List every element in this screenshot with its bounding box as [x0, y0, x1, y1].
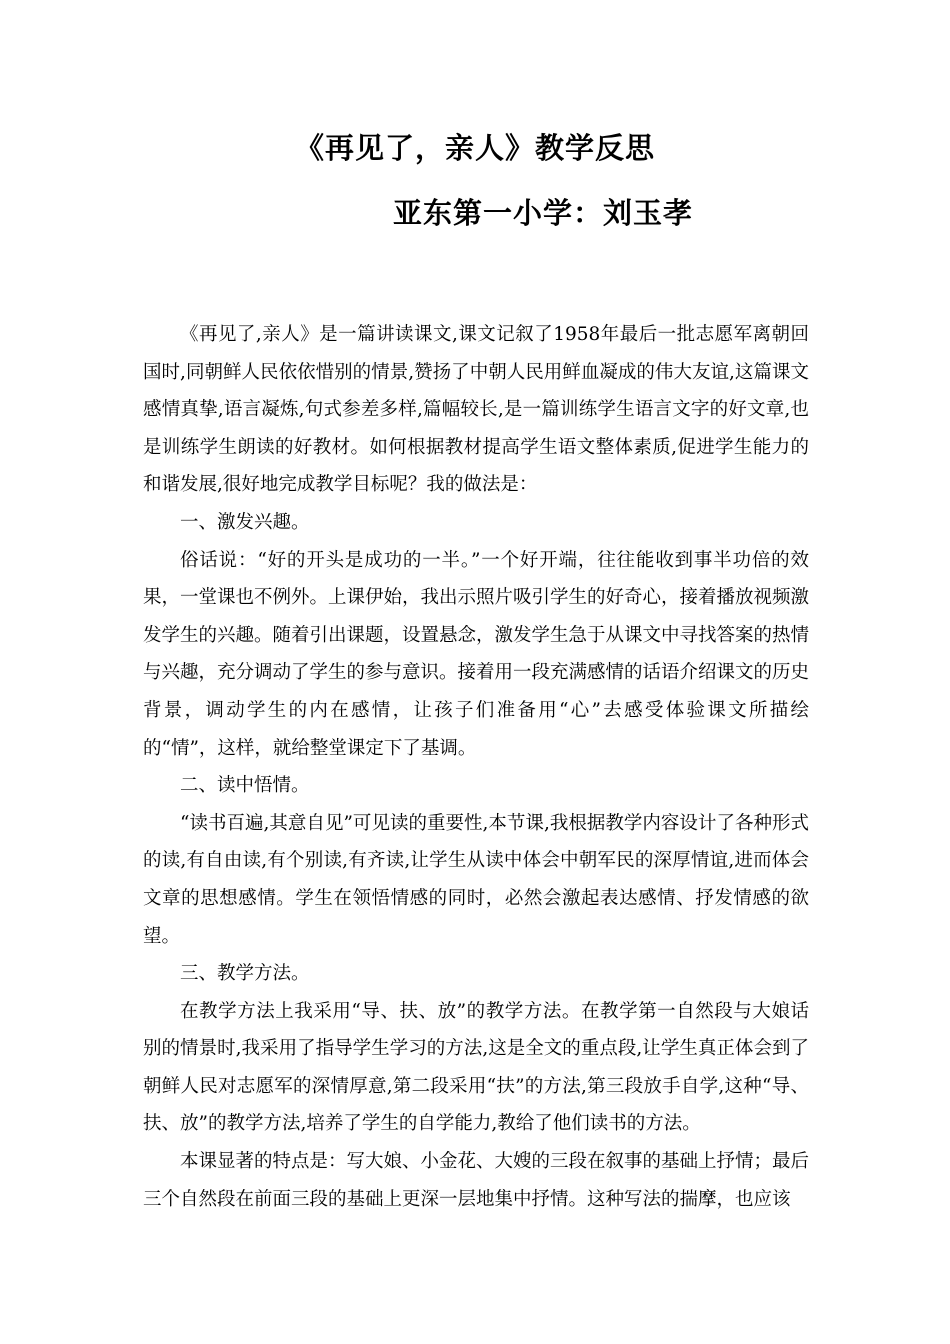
paragraph-intro: 《再见了,亲人》是一篇讲读课文,课文记叙了1958年最后一批志愿军离朝回国时,同朝鲜人民依依惜别的情景,赞扬了中朝人民用鲜血凝成的伟大友谊,这篇课文感情真挚,语言凝炼,句式参差多样,篇幅较长,是一篇训练学生语言文字的好文章,也是训练学生朗读的好教材。如何根据教材提高学生语文整体素质,促进学生能力的和谐发展,很好地完成教学目标呢？我的做法是：: [143, 324, 809, 496]
author-line: 亚东第一小学：刘玉孝: [393, 196, 694, 230]
document-title: 《再见了，亲人》教学反思: [294, 131, 655, 165]
paragraph-features: 本课显著的特点是：写大娘、小金花、大嫂的三段在叙事的基础上抒情；最后三个自然段在前面三段的基础上更深一层地集中抒情。这种写法的揣摩，也应该: [143, 1151, 810, 1210]
paragraph-section-3: 在教学方法上我采用“导、扶、放”的教学方法。在教学第一自然段与大娘话别的情景时,我采用了指导学生学习的方法,这是全文的重点段,让学生真正体会到了朝鲜人民对志愿军的深情厚意,第二段采用“扶”的方法,第三段放手自学,这种“导、扶、放”的教学方法,培养了学生的自学能力,教给了他们读书的方法。: [143, 1000, 809, 1135]
section-heading-3: 三、教学方法。: [180, 963, 310, 985]
section-heading-1: 一、激发兴趣。: [180, 511, 310, 533]
document-body: [143, 316, 809, 1218]
paragraph-section-1: 俗话说：“好的开头是成功的一半。”一个好开端，往往能收到事半功倍的效果，一堂课也不例外。上课伊始，我出示照片吸引学生的好奇心，接着播放视频激发学生的兴趣。随着引出课题，设置悬念，激发学生急于从课文中寻找答案的热情与兴趣，充分调动了学生的参与意识。接着用一段充满感情的话语介绍课文的历史背景，调动学生的内在感情，让孩子们准备用“心”去感受体验课文所描绘的“情”，这样，就给整堂课定下了基调。: [143, 549, 810, 759]
paragraph-section-2: “读书百遍,其意自见”可见读的重要性,本节课,我根据教学内容设计了各种形式的读,有自由读,有个别读,有齐读,让学生从读中体会中朝军民的深厚情谊,进而体会文章的思想感情。学生在领悟情感的同时，必然会激起表达感情、抒发情感的欲望。: [143, 812, 809, 947]
section-heading-2: 二、读中悟情。: [180, 775, 310, 797]
